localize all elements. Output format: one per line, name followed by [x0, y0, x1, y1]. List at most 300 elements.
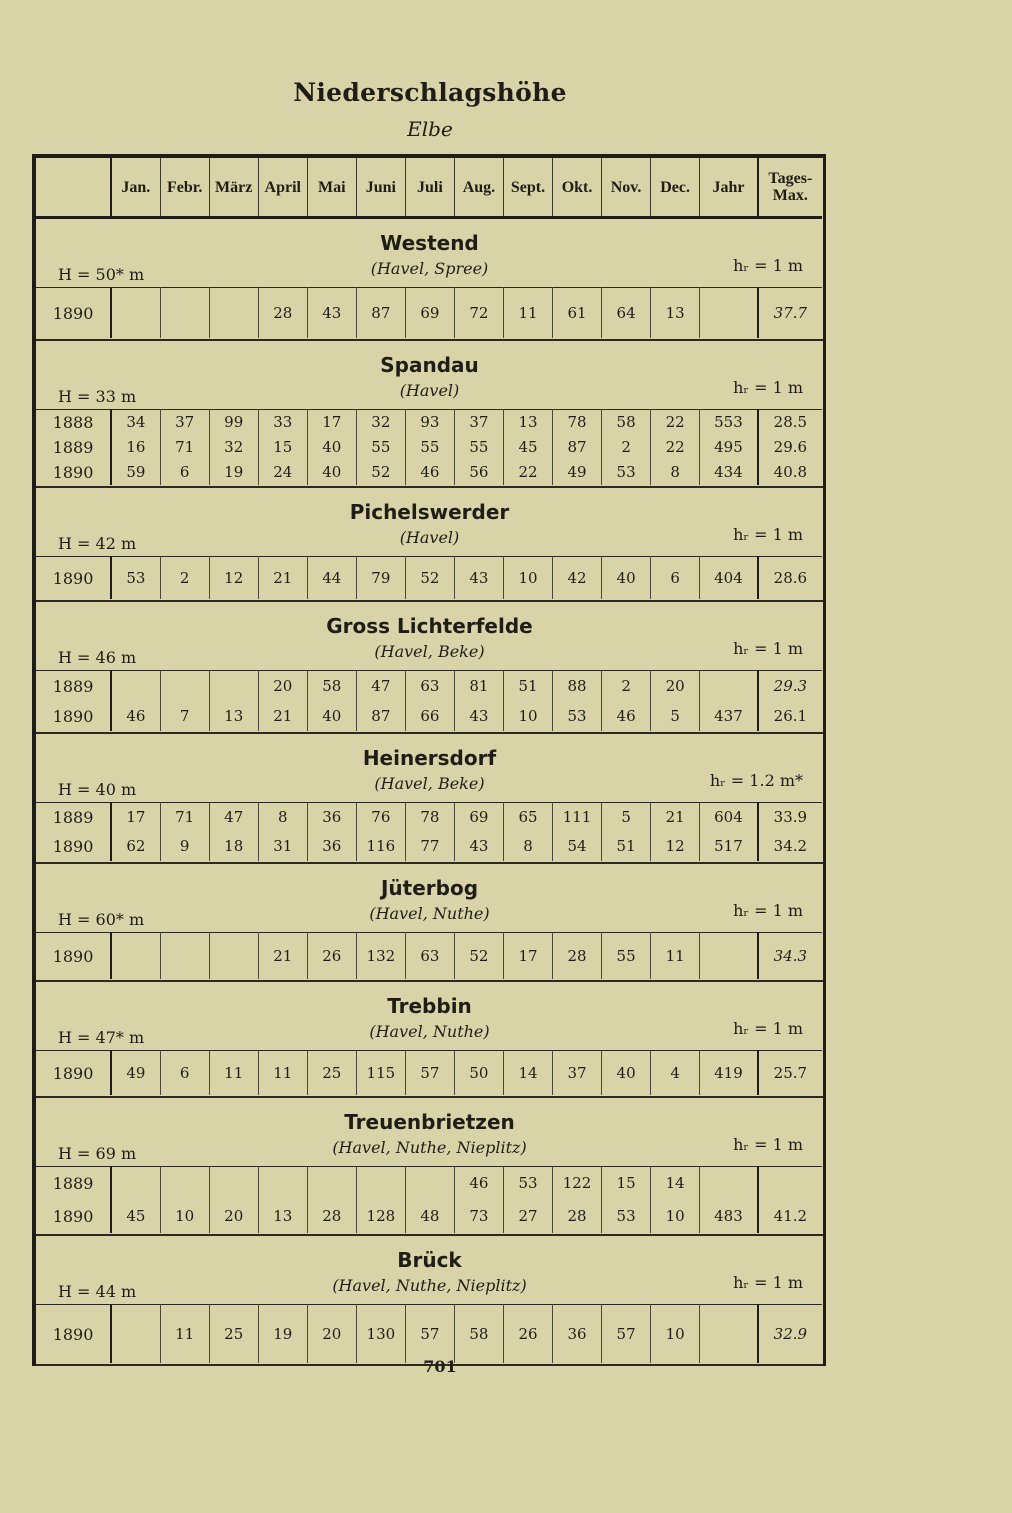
station-name: Pichelswerder: [349, 500, 510, 524]
month-value-cell: 40: [602, 1051, 651, 1096]
month-value-cell: 43: [454, 701, 503, 731]
month-value-cell: 13: [503, 410, 552, 436]
month-value-cell: 8: [651, 460, 700, 485]
year-cell: 1890: [36, 1051, 111, 1096]
column-header: Dec.: [651, 158, 700, 218]
month-value-cell: 7: [160, 701, 209, 731]
annual-total-cell: [700, 288, 758, 339]
station-block: [36, 1236, 823, 1366]
column-header: Sept.: [503, 158, 552, 218]
month-value-cell: 46: [454, 1167, 503, 1201]
month-value-cell: 6: [160, 460, 209, 485]
station-elevation: H = 60* m: [58, 910, 145, 929]
gauge-height: hᵣ = 1 m: [733, 901, 803, 920]
table-row: [36, 410, 822, 436]
month-value-cell: 10: [160, 1200, 209, 1233]
station-rivers: (Havel): [399, 381, 460, 400]
month-value-cell: 26: [307, 933, 356, 980]
month-value-cell: 22: [651, 435, 700, 460]
column-header: Aug.: [454, 158, 503, 218]
station-block: [36, 341, 823, 488]
month-value-cell: [111, 933, 160, 980]
month-value-cell: 45: [111, 1200, 160, 1233]
column-header: Okt.: [553, 158, 602, 218]
station-name: Brück: [397, 1248, 462, 1272]
station-name: Heinersdorf: [362, 746, 497, 770]
month-value-cell: 25: [307, 1051, 356, 1096]
station-elevation: H = 50* m: [58, 265, 145, 284]
month-value-cell: 79: [356, 557, 405, 600]
month-value-cell: 6: [651, 557, 700, 600]
month-value-cell: 53: [602, 460, 651, 485]
month-value-cell: 21: [258, 933, 307, 980]
month-value-cell: 27: [503, 1200, 552, 1233]
month-value-cell: 52: [454, 933, 503, 980]
annual-total-cell: 495: [700, 435, 758, 460]
station-elevation: H = 47* m: [58, 1028, 145, 1047]
month-value-cell: 22: [503, 460, 552, 485]
annual-total-cell: [700, 933, 758, 980]
month-value-cell: 21: [258, 701, 307, 731]
station-header: [36, 864, 823, 932]
year-cell: 1889: [36, 671, 111, 702]
month-value-cell: 15: [602, 1167, 651, 1201]
month-value-cell: 18: [209, 832, 258, 861]
station-block: [36, 488, 823, 602]
daily-max-cell: 28.5: [758, 410, 822, 436]
month-value-cell: 69: [454, 803, 503, 833]
gauge-height: hᵣ = 1.2 m*: [709, 771, 803, 790]
month-value-cell: 43: [454, 832, 503, 861]
year-cell: 1890: [36, 1200, 111, 1233]
station-elevation: H = 46 m: [58, 648, 137, 667]
table-row: [36, 1200, 822, 1233]
gauge-height: hᵣ = 1 m: [733, 1135, 803, 1154]
month-value-cell: 16: [111, 435, 160, 460]
month-value-cell: 49: [111, 1051, 160, 1096]
month-value-cell: 15: [258, 435, 307, 460]
month-value-cell: [111, 288, 160, 339]
daily-max-cell: 37.7: [758, 288, 822, 339]
month-value-cell: 22: [651, 410, 700, 436]
station-elevation: H = 40 m: [58, 780, 137, 799]
month-value-cell: 52: [405, 557, 454, 600]
station-data-table: [36, 556, 822, 599]
table-row: [36, 435, 822, 460]
month-value-cell: 11: [651, 933, 700, 980]
month-value-cell: 63: [405, 671, 454, 702]
month-value-cell: 11: [503, 288, 552, 339]
month-value-cell: 45: [503, 435, 552, 460]
month-value-cell: 17: [503, 933, 552, 980]
month-value-cell: 40: [307, 435, 356, 460]
station-block: [36, 602, 823, 734]
table-row: [36, 1305, 822, 1364]
year-cell: 1890: [36, 288, 111, 339]
month-value-cell: 21: [651, 803, 700, 833]
month-value-cell: 19: [258, 1305, 307, 1364]
month-value-cell: 132: [356, 933, 405, 980]
month-value-cell: 78: [553, 410, 602, 436]
month-value-cell: 58: [454, 1305, 503, 1364]
daily-max-cell: 26.1: [758, 701, 822, 731]
month-value-cell: 71: [160, 435, 209, 460]
month-value-cell: 48: [405, 1200, 454, 1233]
month-value-cell: 37: [454, 410, 503, 436]
column-header: Febr.: [160, 158, 209, 218]
station-block: [36, 864, 823, 982]
month-value-cell: 78: [405, 803, 454, 833]
month-value-cell: 93: [405, 410, 454, 436]
month-value-cell: 6: [160, 1051, 209, 1096]
station-rivers: (Havel, Nuthe, Nieplitz): [332, 1138, 527, 1157]
month-value-cell: 28: [258, 288, 307, 339]
month-value-cell: 71: [160, 803, 209, 833]
daily-max-cell: [758, 1167, 822, 1201]
station-rivers: (Havel, Nuthe, Nieplitz): [332, 1276, 527, 1295]
page-title: Niederschlagshöhe: [293, 78, 567, 107]
column-header: Juni: [356, 158, 405, 218]
month-value-cell: 43: [454, 557, 503, 600]
month-value-cell: 46: [405, 460, 454, 485]
station-data-table: [36, 670, 822, 731]
month-value-cell: 65: [503, 803, 552, 833]
station-header: [36, 1236, 823, 1304]
month-value-cell: 66: [405, 701, 454, 731]
month-value-cell: 17: [307, 410, 356, 436]
month-value-cell: 54: [553, 832, 602, 861]
month-value-cell: 11: [160, 1305, 209, 1364]
month-value-cell: 36: [553, 1305, 602, 1364]
month-value-cell: 64: [602, 288, 651, 339]
month-value-cell: 33: [258, 410, 307, 436]
station-list: [36, 219, 823, 1366]
month-value-cell: 20: [209, 1200, 258, 1233]
station-rivers: (Havel, Spree): [370, 259, 489, 278]
annual-total-cell: [700, 671, 758, 702]
station-name: Gross Lichterfelde: [326, 614, 533, 638]
month-value-cell: 47: [356, 671, 405, 702]
table-row: [36, 460, 822, 485]
month-value-cell: 8: [258, 803, 307, 833]
month-value-cell: 5: [602, 803, 651, 833]
month-value-cell: 12: [209, 557, 258, 600]
daily-max-cell: 34.2: [758, 832, 822, 861]
daily-max-cell: 28.6: [758, 557, 822, 600]
station-rivers: (Havel, Nuthe): [369, 904, 490, 923]
month-value-cell: [111, 1167, 160, 1201]
month-value-cell: 2: [602, 435, 651, 460]
month-value-cell: 2: [602, 671, 651, 702]
month-value-cell: 14: [503, 1051, 552, 1096]
station-header: [36, 982, 823, 1050]
month-value-cell: 69: [405, 288, 454, 339]
station-elevation: H = 69 m: [58, 1144, 137, 1163]
month-value-cell: 76: [356, 803, 405, 833]
year-cell: 1888: [36, 410, 111, 436]
month-value-cell: [160, 1167, 209, 1201]
month-value-cell: 10: [503, 701, 552, 731]
month-value-cell: 10: [651, 1305, 700, 1364]
column-header-row: [36, 158, 822, 219]
month-value-cell: 111: [553, 803, 602, 833]
annual-total-cell: [700, 1167, 758, 1201]
annual-total-cell: 604: [700, 803, 758, 833]
month-value-cell: 14: [651, 1167, 700, 1201]
station-data-table: [36, 932, 822, 979]
annual-total-cell: 517: [700, 832, 758, 861]
month-value-cell: 55: [405, 435, 454, 460]
month-value-cell: 128: [356, 1200, 405, 1233]
annual-total-cell: 419: [700, 1051, 758, 1096]
month-value-cell: 53: [111, 557, 160, 600]
month-value-cell: 28: [307, 1200, 356, 1233]
column-header: Tages- Max.: [758, 158, 822, 218]
station-rivers: (Havel, Nuthe): [369, 1022, 490, 1041]
month-value-cell: 46: [111, 701, 160, 731]
daily-max-cell: 25.7: [758, 1051, 822, 1096]
station-elevation: H = 42 m: [58, 534, 137, 553]
year-cell: 1890: [36, 933, 111, 980]
month-value-cell: 51: [602, 832, 651, 861]
month-value-cell: 17: [111, 803, 160, 833]
month-value-cell: 58: [307, 671, 356, 702]
daily-max-cell: 33.9: [758, 803, 822, 833]
month-value-cell: 57: [602, 1305, 651, 1364]
month-value-cell: 87: [553, 435, 602, 460]
annual-total-cell: 553: [700, 410, 758, 436]
month-value-cell: 42: [553, 557, 602, 600]
month-value-cell: 81: [454, 671, 503, 702]
month-value-cell: 44: [307, 557, 356, 600]
station-name: Westend: [380, 231, 479, 255]
month-value-cell: [258, 1167, 307, 1201]
column-header: Mai: [307, 158, 356, 218]
month-value-cell: 13: [209, 701, 258, 731]
table-row: [36, 288, 822, 339]
station-data-table: [36, 409, 822, 485]
column-header: Juli: [405, 158, 454, 218]
month-value-cell: 99: [209, 410, 258, 436]
month-value-cell: 46: [602, 701, 651, 731]
month-value-cell: 72: [454, 288, 503, 339]
annual-total-cell: [700, 1305, 758, 1364]
year-cell: 1890: [36, 832, 111, 861]
daily-max-cell: 32.9: [758, 1305, 822, 1364]
month-value-cell: [307, 1167, 356, 1201]
month-value-cell: 20: [307, 1305, 356, 1364]
month-value-cell: 53: [602, 1200, 651, 1233]
station-data-table: [36, 802, 822, 861]
month-value-cell: 19: [209, 460, 258, 485]
month-value-cell: 88: [553, 671, 602, 702]
month-value-cell: 24: [258, 460, 307, 485]
month-value-cell: 47: [209, 803, 258, 833]
gauge-height: hᵣ = 1 m: [733, 1019, 803, 1038]
table-row: [36, 671, 822, 702]
annual-total-cell: 437: [700, 701, 758, 731]
month-value-cell: 49: [553, 460, 602, 485]
gauge-height: hᵣ = 1 m: [733, 256, 803, 275]
month-value-cell: 52: [356, 460, 405, 485]
year-cell: 1890: [36, 1305, 111, 1364]
month-value-cell: 122: [553, 1167, 602, 1201]
month-value-cell: 87: [356, 288, 405, 339]
column-header: März: [209, 158, 258, 218]
month-value-cell: [209, 933, 258, 980]
month-value-cell: 32: [209, 435, 258, 460]
month-value-cell: 13: [651, 288, 700, 339]
month-value-cell: [356, 1167, 405, 1201]
station-header: [36, 1098, 823, 1166]
month-value-cell: 73: [454, 1200, 503, 1233]
gauge-height: hᵣ = 1 m: [733, 378, 803, 397]
month-value-cell: 11: [209, 1051, 258, 1096]
month-value-cell: [160, 933, 209, 980]
daily-max-cell: 29.3: [758, 671, 822, 702]
month-value-cell: 56: [454, 460, 503, 485]
month-value-cell: 50: [454, 1051, 503, 1096]
month-value-cell: 28: [553, 1200, 602, 1233]
year-cell: 1890: [36, 557, 111, 600]
month-value-cell: 21: [258, 557, 307, 600]
month-value-cell: [405, 1167, 454, 1201]
table-row: [36, 557, 822, 600]
month-value-cell: 62: [111, 832, 160, 861]
daily-max-cell: 40.8: [758, 460, 822, 485]
month-value-cell: [209, 671, 258, 702]
station-header: [36, 341, 823, 409]
annual-total-cell: 434: [700, 460, 758, 485]
month-value-cell: 8: [503, 832, 552, 861]
month-value-cell: 10: [503, 557, 552, 600]
column-header: April: [258, 158, 307, 218]
gauge-height: hᵣ = 1 m: [733, 639, 803, 658]
month-value-cell: 115: [356, 1051, 405, 1096]
station-data-table: [36, 1304, 822, 1363]
month-value-cell: 51: [503, 671, 552, 702]
month-value-cell: 20: [651, 671, 700, 702]
station-data-table: [36, 1050, 822, 1095]
page-number: 701: [423, 1357, 457, 1376]
month-value-cell: 53: [553, 701, 602, 731]
month-value-cell: 77: [405, 832, 454, 861]
station-name: Trebbin: [387, 994, 472, 1018]
month-value-cell: 63: [405, 933, 454, 980]
month-value-cell: 87: [356, 701, 405, 731]
month-value-cell: 9: [160, 832, 209, 861]
month-value-cell: [111, 671, 160, 702]
station-header: [36, 602, 823, 670]
station-block: [36, 1098, 823, 1236]
station-block: [36, 734, 823, 864]
column-header: Jahr: [700, 158, 758, 218]
gauge-height: hᵣ = 1 m: [733, 525, 803, 544]
month-value-cell: 57: [405, 1051, 454, 1096]
month-value-cell: [111, 1305, 160, 1364]
month-value-cell: 13: [258, 1200, 307, 1233]
station-header: [36, 734, 823, 802]
column-header: Nov.: [602, 158, 651, 218]
month-value-cell: 26: [503, 1305, 552, 1364]
table-row: [36, 803, 822, 833]
month-value-cell: 40: [307, 701, 356, 731]
month-value-cell: 37: [553, 1051, 602, 1096]
station-elevation: H = 33 m: [58, 387, 137, 406]
station-rivers: (Havel): [399, 528, 460, 547]
station-header: [36, 219, 823, 287]
data-table-frame: [32, 154, 826, 1366]
month-value-cell: 40: [307, 460, 356, 485]
station-data-table: [36, 287, 822, 338]
month-value-cell: 11: [258, 1051, 307, 1096]
daily-max-cell: 34.3: [758, 933, 822, 980]
table-row: [36, 832, 822, 861]
month-value-cell: [160, 288, 209, 339]
month-value-cell: 32: [356, 410, 405, 436]
month-value-cell: 53: [503, 1167, 552, 1201]
station-rivers: (Havel, Beke): [374, 774, 485, 793]
month-value-cell: 55: [454, 435, 503, 460]
table-row: [36, 1051, 822, 1096]
year-cell: 1889: [36, 1167, 111, 1201]
month-value-cell: 40: [602, 557, 651, 600]
month-value-cell: [160, 671, 209, 702]
month-value-cell: 116: [356, 832, 405, 861]
month-value-cell: 130: [356, 1305, 405, 1364]
station-data-table: [36, 1166, 822, 1233]
year-cell: 1889: [36, 435, 111, 460]
column-header: Jan.: [111, 158, 160, 218]
month-value-cell: 5: [651, 701, 700, 731]
page-subtitle: Elbe: [407, 117, 453, 141]
gauge-height: hᵣ = 1 m: [733, 1273, 803, 1292]
month-value-cell: 37: [160, 410, 209, 436]
month-value-cell: 55: [602, 933, 651, 980]
year-cell: 1890: [36, 701, 111, 731]
column-header-year: [36, 158, 111, 218]
table-row: [36, 933, 822, 980]
month-value-cell: 12: [651, 832, 700, 861]
month-value-cell: [209, 1167, 258, 1201]
station-header: [36, 488, 823, 556]
annual-total-cell: 483: [700, 1200, 758, 1233]
station-name: Treuenbrietzen: [344, 1110, 515, 1134]
month-value-cell: [209, 288, 258, 339]
table-row: [36, 1167, 822, 1201]
year-cell: 1889: [36, 803, 111, 833]
annual-total-cell: 404: [700, 557, 758, 600]
station-name: Spandau: [380, 353, 479, 377]
month-value-cell: 2: [160, 557, 209, 600]
month-value-cell: 20: [258, 671, 307, 702]
month-value-cell: 36: [307, 803, 356, 833]
month-value-cell: 36: [307, 832, 356, 861]
station-rivers: (Havel, Beke): [374, 642, 485, 661]
month-value-cell: 61: [553, 288, 602, 339]
month-value-cell: 58: [602, 410, 651, 436]
station-block: [36, 982, 823, 1098]
month-value-cell: 25: [209, 1305, 258, 1364]
month-value-cell: 34: [111, 410, 160, 436]
daily-max-cell: 29.6: [758, 435, 822, 460]
month-value-cell: 31: [258, 832, 307, 861]
month-value-cell: 59: [111, 460, 160, 485]
month-value-cell: 4: [651, 1051, 700, 1096]
table-row: [36, 701, 822, 731]
month-value-cell: 43: [307, 288, 356, 339]
year-cell: 1890: [36, 460, 111, 485]
